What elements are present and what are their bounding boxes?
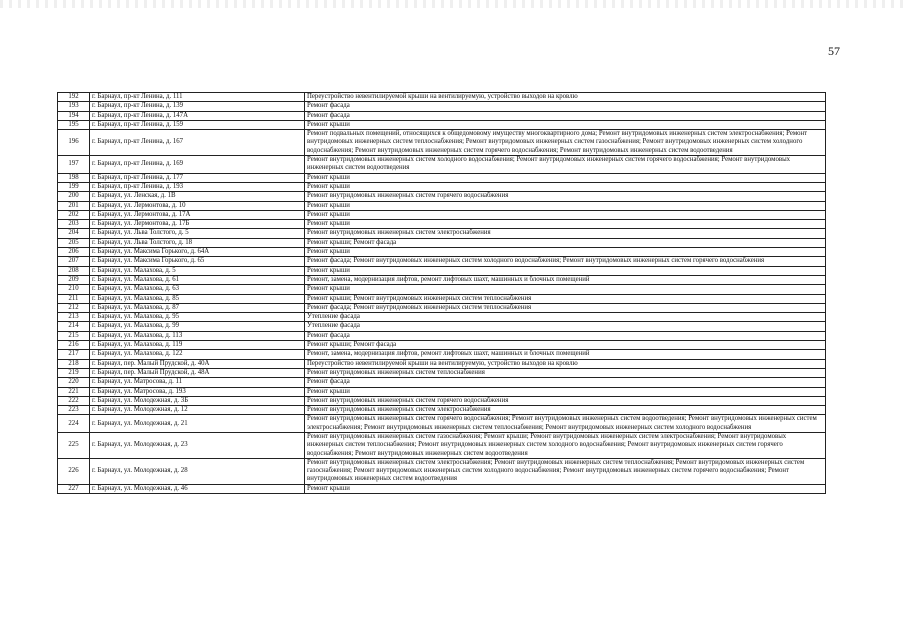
address-cell: г. Барнаул, ул. Молодежная, д. 46 <box>90 484 305 493</box>
work-type-cell: Ремонт крыши <box>305 120 826 129</box>
table-row <box>58 210 826 219</box>
address-cell: г. Барнаул, пр-кт Ленина, д. 139 <box>90 102 305 111</box>
table-row <box>58 350 826 359</box>
table-row <box>58 238 826 247</box>
work-type-cell: Ремонт, замена, модернизация лифтов, ремонт лифтовых шахт, машинных и блочных помещений <box>305 350 826 359</box>
address-cell: г. Барнаул, ул. Максима Горького, д. 65 <box>90 257 305 266</box>
address-cell: г. Барнаул, ул. Матросова, д. 193 <box>90 387 305 396</box>
table-row <box>58 432 826 458</box>
address-cell: г. Барнаул, пер. Малый Прудской, д. 48А <box>90 368 305 377</box>
work-type-cell: Ремонт крыши <box>305 248 826 257</box>
table-row <box>58 396 826 405</box>
address-cell: г. Барнаул, ул. Малахова, д. 99 <box>90 322 305 331</box>
row-number-cell: 197 <box>58 156 90 174</box>
address-cell: г. Барнаул, ул. Максима Горького, д. 64А <box>90 248 305 257</box>
row-number-cell: 214 <box>58 322 90 331</box>
work-type-cell: Ремонт крыши <box>305 266 826 275</box>
work-type-cell: Ремонт крыши <box>305 173 826 182</box>
table-row <box>58 257 826 266</box>
table-row <box>58 359 826 368</box>
address-cell: г. Барнаул, ул. Малахова, д. 95 <box>90 313 305 322</box>
work-type-cell: Утепление фасада <box>305 313 826 322</box>
row-number-cell: 224 <box>58 415 90 433</box>
address-cell: г. Барнаул, ул. Лермонтова, д. 17А <box>90 210 305 219</box>
table-row <box>58 313 826 322</box>
address-cell: г. Барнаул, ул. Малахова, д. 61 <box>90 275 305 284</box>
table-row <box>58 156 826 174</box>
row-number-cell: 205 <box>58 238 90 247</box>
work-type-cell: Ремонт внутридомовых инженерных систем горячего водоснабжения <box>305 396 826 405</box>
row-number-cell: 211 <box>58 294 90 303</box>
table-row <box>58 102 826 111</box>
address-cell: г. Барнаул, ул. Лермонтова, д. 17Б <box>90 220 305 229</box>
row-number-cell: 206 <box>58 248 90 257</box>
row-number-cell: 225 <box>58 432 90 458</box>
row-number-cell: 221 <box>58 387 90 396</box>
row-number-cell: 227 <box>58 484 90 493</box>
address-cell: г. Барнаул, пр-кт Ленина, д. 169 <box>90 156 305 174</box>
row-number-cell: 196 <box>58 130 90 156</box>
work-type-cell: Ремонт крыши <box>305 387 826 396</box>
page-number: 57 <box>828 44 840 58</box>
work-type-cell: Ремонт внутридомовых инженерных систем теплоснабжения <box>305 368 826 377</box>
repair-works-table <box>57 92 826 494</box>
address-cell: г. Барнаул, ул. Молодежная, д. 21 <box>90 415 305 433</box>
address-cell: г. Барнаул, пр-кт Ленина, д. 159 <box>90 120 305 129</box>
row-number-cell: 210 <box>58 285 90 294</box>
row-number-cell: 216 <box>58 341 90 350</box>
table-row <box>58 331 826 340</box>
work-type-cell: Ремонт фасада <box>305 111 826 120</box>
table-row <box>58 458 826 484</box>
address-cell: г. Барнаул, ул. Малахова, д. 85 <box>90 294 305 303</box>
table-row <box>58 406 826 415</box>
work-type-cell: Ремонт крыши <box>305 484 826 493</box>
row-number-cell: 199 <box>58 182 90 191</box>
table-row <box>58 341 826 350</box>
table-row <box>58 484 826 493</box>
work-type-cell: Ремонт внутридомовых инженерных систем горячего водоснабжения <box>305 192 826 201</box>
table-row <box>58 111 826 120</box>
address-cell: г. Барнаул, пр-кт Ленина, д. 193 <box>90 182 305 191</box>
row-number-cell: 194 <box>58 111 90 120</box>
address-cell: г. Барнаул, ул. Молодежная, д. 23 <box>90 432 305 458</box>
table-row <box>58 275 826 284</box>
row-number-cell: 200 <box>58 192 90 201</box>
table-row <box>58 266 826 275</box>
row-number-cell: 207 <box>58 257 90 266</box>
address-cell: г. Барнаул, пр-кт Ленина, д. 111 <box>90 93 305 102</box>
work-type-cell: Ремонт фасада; Ремонт внутридомовых инженерных систем холодного водоснабжения; Ремонт внутридомовых инженерных систем горячего водоснабжения <box>305 257 826 266</box>
table-row <box>58 415 826 433</box>
work-type-cell: Ремонт, замена, модернизация лифтов, ремонт лифтовых шахт, машинных и блочных помещений <box>305 275 826 284</box>
address-cell: г. Барнаул, ул. Малахова, д. 119 <box>90 341 305 350</box>
address-cell: г. Барнаул, ул. Малахова, д. 122 <box>90 350 305 359</box>
work-type-cell: Переустройство невентилируемой крыши на вентилируемую, устройство выходов на кровлю <box>305 93 826 102</box>
row-number-cell: 193 <box>58 102 90 111</box>
address-cell: г. Барнаул, ул. Льва Толстого, д. 18 <box>90 238 305 247</box>
work-type-cell: Ремонт фасада <box>305 331 826 340</box>
work-type-cell: Ремонт фасада <box>305 378 826 387</box>
address-cell: г. Барнаул, пр-кт Ленина, д. 147А <box>90 111 305 120</box>
address-cell: г. Барнаул, ул. Малахова, д. 5 <box>90 266 305 275</box>
address-cell: г. Барнаул, ул. Молодежная, д. 12 <box>90 406 305 415</box>
row-number-cell: 217 <box>58 350 90 359</box>
row-number-cell: 192 <box>58 93 90 102</box>
address-cell: г. Барнаул, ул. Малахова, д. 113 <box>90 331 305 340</box>
row-number-cell: 226 <box>58 458 90 484</box>
table-row <box>58 229 826 238</box>
table-row <box>58 303 826 312</box>
table-row <box>58 294 826 303</box>
table-row <box>58 322 826 331</box>
work-type-cell: Ремонт крыши <box>305 210 826 219</box>
work-type-cell: Ремонт внутридомовых инженерных систем горячего водоснабжения; Ремонт внутридомовых инженерных систем водоотведения; Ремонт внутридомовых инженерных систем электроснабжения; Ремонт внутридомовых инженерных систем теплоснабжения; Ремонт внутридомовых инженерных систем холодного водоснабжения <box>305 415 826 433</box>
work-type-cell: Ремонт фасада <box>305 102 826 111</box>
address-cell: г. Барнаул, пер. Малый Прудской, д. 40А <box>90 359 305 368</box>
row-number-cell: 218 <box>58 359 90 368</box>
address-cell: г. Барнаул, ул. Молодежная, д. 3Б <box>90 396 305 405</box>
work-type-cell: Ремонт внутридомовых инженерных систем электроснабжения <box>305 229 826 238</box>
work-type-cell: Ремонт крыши <box>305 220 826 229</box>
work-type-cell: Ремонт крыши; Ремонт внутридомовых инженерных систем теплоснабжения <box>305 294 826 303</box>
table-row <box>58 285 826 294</box>
row-number-cell: 212 <box>58 303 90 312</box>
address-cell: г. Барнаул, пр-кт Ленина, д. 167 <box>90 130 305 156</box>
address-cell: г. Барнаул, пр-кт Ленина, д. 177 <box>90 173 305 182</box>
row-number-cell: 222 <box>58 396 90 405</box>
table-row <box>58 192 826 201</box>
row-number-cell: 202 <box>58 210 90 219</box>
table-row <box>58 368 826 377</box>
address-cell: г. Барнаул, ул. Малахова, д. 63 <box>90 285 305 294</box>
work-type-cell: Ремонт внутридомовых инженерных систем газоснабжения; Ремонт крыши; Ремонт внутридомовых инженерных систем электроснабжения; Ремонт внутридомовых инженерных систем теплоснабжения; Ремонт внутридомовых инженерных систем холодного водоснабжения; Ремонт внутридомовых инженерных систем горячего водоснабжения; Ремонт внутридомовых инженерных систем водоотведения <box>305 432 826 458</box>
address-cell: г. Барнаул, ул. Лермонтова, д. 10 <box>90 201 305 210</box>
work-type-cell: Ремонт крыши; Ремонт фасада <box>305 238 826 247</box>
table-row <box>58 387 826 396</box>
table-row <box>58 182 826 191</box>
work-type-cell: Ремонт внутридомовых инженерных систем электроснабжения <box>305 406 826 415</box>
address-cell: г. Барнаул, ул. Молодежная, д. 28 <box>90 458 305 484</box>
row-number-cell: 219 <box>58 368 90 377</box>
work-type-cell: Ремонт крыши <box>305 201 826 210</box>
work-type-cell: Ремонт крыши; Ремонт фасада <box>305 341 826 350</box>
work-type-cell: Ремонт подвальных помещений, относящихся к общедомовому имуществу многоквартирного дома; Ремонт внутридомовых инженерных систем электроснабжения; Ремонт внутридомовых инженерных систем теплоснабжения; Ремонт внутридомовых инженерных систем газоснабжения; Ремонт внутридомовых инженерных систем холодного водоснабжения; Ремонт внутридомовых инженерных систем горячего водоснабжения; Ремонт внутридомовых инженерных систем водоотведения <box>305 130 826 156</box>
address-cell: г. Барнаул, ул. Матросова, д. 11 <box>90 378 305 387</box>
table-row <box>58 220 826 229</box>
row-number-cell: 223 <box>58 406 90 415</box>
row-number-cell: 195 <box>58 120 90 129</box>
row-number-cell: 204 <box>58 229 90 238</box>
table-body <box>58 93 826 494</box>
row-number-cell: 220 <box>58 378 90 387</box>
work-type-cell: Ремонт крыши <box>305 182 826 191</box>
row-number-cell: 203 <box>58 220 90 229</box>
row-number-cell: 208 <box>58 266 90 275</box>
row-number-cell: 215 <box>58 331 90 340</box>
address-cell: г. Барнаул, ул. Малахова, д. 87 <box>90 303 305 312</box>
address-cell: г. Барнаул, ул. Льва Толстого, д. 5 <box>90 229 305 238</box>
work-type-cell: Переустройство невентилируемой крыши на вентилируемую, устройство выходов на кровлю <box>305 359 826 368</box>
table-row <box>58 130 826 156</box>
table-row <box>58 173 826 182</box>
row-number-cell: 209 <box>58 275 90 284</box>
table-row <box>58 248 826 257</box>
row-number-cell: 198 <box>58 173 90 182</box>
work-type-cell: Ремонт крыши <box>305 285 826 294</box>
work-type-cell: Ремонт внутридомовых инженерных систем электроснабжения; Ремонт внутридомовых инженерных систем теплоснабжения; Ремонт внутридомовых инженерных систем газоснабжения; Ремонт внутридомовых инженерных систем холодного водоснабжения; Ремонт внутридомовых инженерных систем горячего водоснабжения; Ремонт внутридомовых инженерных систем водоотведения <box>305 458 826 484</box>
table-row <box>58 120 826 129</box>
address-cell: г. Барнаул, ул. Ленская, д. 1В <box>90 192 305 201</box>
table-row <box>58 201 826 210</box>
row-number-cell: 201 <box>58 201 90 210</box>
work-type-cell: Ремонт внутридомовых инженерных систем холодного водоснабжения; Ремонт внутридомовых инженерных систем горячего водоснабжения; Ремонт внутридомовых инженерных систем водоотведения <box>305 156 826 174</box>
row-number-cell: 213 <box>58 313 90 322</box>
table-row <box>58 378 826 387</box>
table-row <box>58 93 826 102</box>
scan-artifact-strip <box>0 0 905 8</box>
work-type-cell: Ремонт фасада; Ремонт внутридомовых инженерных систем теплоснабжения <box>305 303 826 312</box>
work-type-cell: Утепление фасада <box>305 322 826 331</box>
